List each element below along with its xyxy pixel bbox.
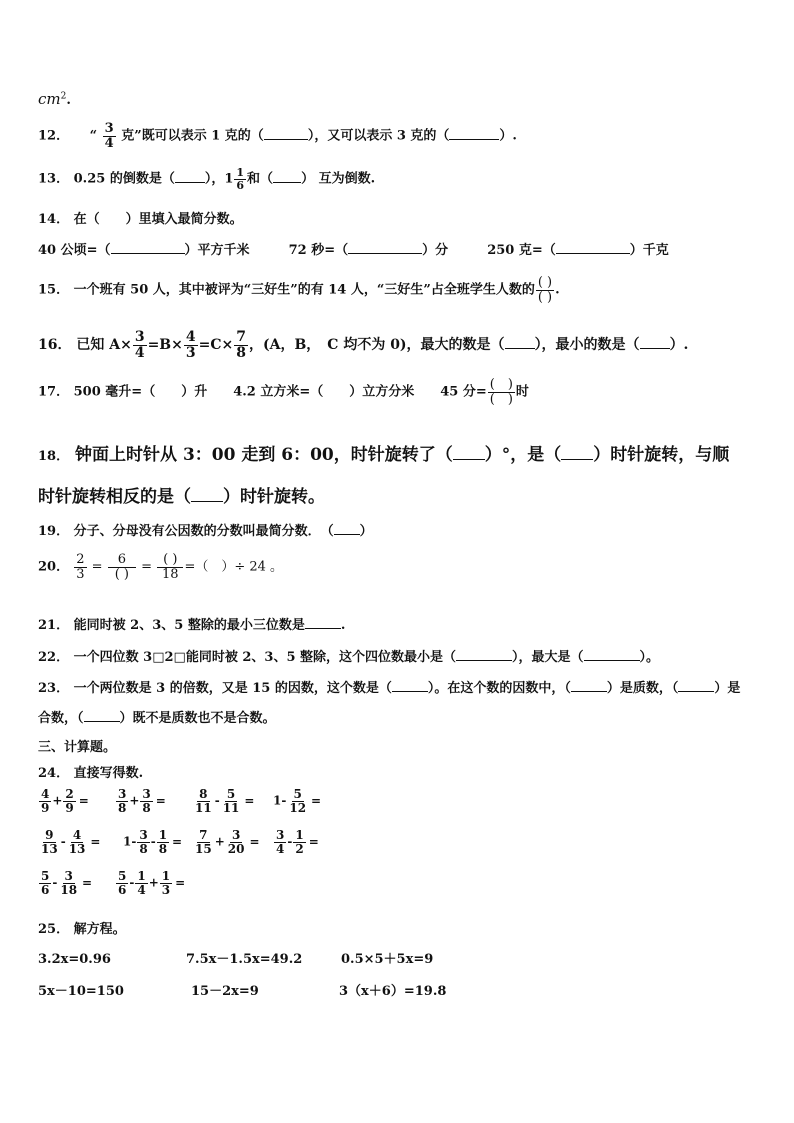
- text-tail: .: [555, 282, 560, 298]
- text-a: 0.25 的倒数是（: [73, 171, 175, 187]
- equals-sign: =: [90, 834, 101, 849]
- fraction: [157, 829, 169, 855]
- denominator: 3: [161, 882, 171, 897]
- fraction: [63, 788, 75, 814]
- numerator: 3: [134, 329, 145, 345]
- text-tail: 时: [515, 384, 529, 400]
- numerator: 1: [137, 869, 146, 883]
- number-dot: ．: [56, 171, 70, 187]
- question-number: 16: [38, 337, 58, 354]
- denominator: 18: [162, 566, 179, 582]
- question-text: 直接写得数.: [73, 766, 144, 781]
- question-text: 解方程。: [73, 922, 126, 937]
- fraction: [234, 330, 248, 360]
- question-number: 12: [38, 128, 57, 144]
- answer-blank[interactable]: [84, 721, 120, 722]
- answer-blank[interactable]: [678, 691, 714, 692]
- question-number: 19: [38, 524, 57, 539]
- equals-sign: =: [82, 875, 93, 890]
- numerator: 1: [161, 869, 171, 883]
- fraction: [226, 829, 247, 855]
- text-c: ）.: [499, 128, 517, 144]
- equation-row-1: [38, 948, 433, 967]
- answer-blank[interactable]: [640, 348, 670, 349]
- calc-expression: [273, 829, 327, 855]
- question-22: [38, 646, 659, 665]
- fraction: [67, 829, 88, 855]
- numerator: 7: [199, 828, 208, 842]
- denominator: ( ): [489, 391, 513, 407]
- denominator: 8: [142, 800, 151, 815]
- fraction: [293, 829, 305, 855]
- text-f: ）既不是质数也不是合数。: [119, 711, 276, 726]
- numerator: 4: [185, 329, 196, 345]
- number-dot: ．: [56, 650, 70, 665]
- fraction: [140, 788, 152, 814]
- text-tail: ）: [359, 524, 373, 539]
- answer-blank[interactable]: [456, 660, 512, 661]
- equals-sign: =: [78, 793, 89, 808]
- fraction: [193, 788, 214, 814]
- numerator: 4: [41, 787, 50, 801]
- text-a: 一个两位数是 3 的倍数，又是 15 的因数，这个数是（: [73, 681, 392, 696]
- item-1-text: 40 公顷=（: [38, 243, 111, 258]
- answer-blank[interactable]: [453, 459, 485, 460]
- answer-blank[interactable]: [305, 628, 341, 629]
- numerator: 7: [236, 329, 246, 345]
- text-e: ），最小的数是（: [534, 337, 640, 354]
- question-16: [38, 330, 688, 360]
- answer-blank[interactable]: [334, 534, 360, 535]
- question-number: 17: [38, 384, 57, 400]
- denominator: 4: [104, 135, 114, 151]
- fraction: [39, 788, 51, 814]
- question-14: [38, 208, 243, 227]
- text-b: ），最大是（: [512, 650, 584, 665]
- number-dot: ．: [56, 212, 70, 227]
- denominator: 6: [236, 178, 245, 192]
- question-number: 15: [38, 282, 57, 298]
- numerator: 3: [231, 828, 241, 842]
- fraction: [116, 870, 128, 896]
- answer-blank[interactable]: [561, 459, 593, 460]
- number-dot: ．: [56, 922, 70, 937]
- text-e: ）时针旋转。: [223, 487, 325, 507]
- text-a: 一个四位数 3□2□能同时被 2、3、5 整除，这个四位数最小是（: [73, 650, 457, 665]
- fraction: [58, 870, 79, 896]
- operator: 1-: [123, 834, 137, 849]
- text-tail: =（ ）÷ 24 。: [184, 559, 284, 575]
- denominator: ( ): [114, 566, 129, 582]
- numerator: ( ): [489, 377, 513, 392]
- numerator: 4: [72, 828, 82, 842]
- fraction: [488, 378, 515, 406]
- question-number: 14: [38, 212, 57, 227]
- denominator: 8: [158, 841, 168, 856]
- question-text: 500 毫升=（ ）升 4.2 立方米=（ ）立方分米 45 分=: [73, 384, 487, 400]
- denominator: 3: [76, 566, 85, 582]
- answer-blank[interactable]: [175, 182, 205, 183]
- text-b: ），又可以表示 3 克的（: [307, 128, 450, 144]
- equation-row-2: [38, 980, 446, 999]
- calc-expression: [38, 788, 97, 814]
- calc-expression: [115, 870, 193, 896]
- numerator: 1: [295, 828, 304, 842]
- question-number: 18: [38, 449, 57, 464]
- unit-tail: .: [66, 93, 71, 108]
- answer-blank[interactable]: [264, 139, 308, 140]
- fraction: [234, 167, 246, 191]
- number-dot: ．: [56, 618, 70, 633]
- fraction: [536, 276, 554, 304]
- question-25: [38, 918, 126, 937]
- text-c: ）时针旋转，与顺: [593, 445, 730, 465]
- answer-blank[interactable]: [571, 691, 607, 692]
- answer-blank[interactable]: [392, 691, 428, 692]
- denominator: 11: [195, 800, 212, 815]
- operator: +: [148, 875, 159, 890]
- number-dot: ．: [56, 524, 70, 539]
- number-dot: ．: [57, 337, 72, 354]
- number-dot: ．: [56, 282, 70, 298]
- operator: -: [52, 875, 58, 890]
- text-b: ），1: [204, 171, 234, 187]
- denominator: 12: [289, 800, 307, 815]
- item-3-text: 250 克=（: [487, 243, 556, 258]
- equals-sign: =: [308, 834, 319, 849]
- fraction: [184, 330, 198, 360]
- numerator: 1: [236, 166, 245, 179]
- operator: -: [150, 834, 156, 849]
- equals-sign: =: [244, 793, 255, 808]
- question-number: 24: [38, 766, 57, 781]
- numerator: 2: [65, 787, 74, 801]
- text-tail: .: [340, 618, 346, 633]
- question-18: [38, 440, 729, 465]
- text-a: 克”既可以表示 1 克的（: [121, 128, 264, 144]
- answer-blank[interactable]: [191, 501, 223, 502]
- equals-sign: =: [249, 834, 260, 849]
- denominator: 8: [236, 344, 246, 361]
- numerator: 5: [41, 869, 50, 883]
- answer-blank[interactable]: [111, 253, 185, 254]
- question-text: 能同时被 2、3、5 整除的最小三位数是: [73, 618, 305, 633]
- question-number: 22: [38, 650, 57, 665]
- question-21: [38, 614, 345, 633]
- calc-expression: [192, 829, 268, 855]
- equals-sign: =: [155, 793, 166, 808]
- question-17: [38, 378, 529, 406]
- operator: -: [214, 793, 220, 808]
- number-dot: ．: [56, 681, 70, 696]
- operator: -: [60, 834, 66, 849]
- calc-expression: [123, 829, 190, 855]
- fraction: [39, 829, 60, 855]
- item-2-unit: ）分: [422, 243, 449, 258]
- operator: -: [129, 875, 135, 890]
- answer-blank[interactable]: [505, 348, 535, 349]
- fraction: [160, 870, 172, 896]
- equation: 3.2x=0.96: [38, 952, 111, 967]
- question-18-cont: [38, 482, 325, 507]
- numerator: 5: [118, 869, 127, 883]
- numerator: 3: [142, 787, 151, 801]
- question-23: [38, 677, 740, 696]
- text-d: ，(A，B， C 均不为 0)，最大的数是（: [248, 337, 505, 354]
- numerator: 3: [276, 828, 285, 842]
- number-dot: ．: [56, 128, 70, 144]
- denominator: 2: [295, 841, 304, 856]
- question-number: 13: [38, 171, 57, 187]
- text-a: 已知 A×: [76, 337, 132, 354]
- question-text: 在（ ）里填入最简分数。: [73, 212, 243, 227]
- unit-text: cm: [38, 90, 61, 108]
- denominator: 4: [276, 841, 285, 856]
- numerator: 6: [108, 553, 136, 568]
- denominator: 4: [134, 344, 145, 361]
- answer-blank[interactable]: [348, 253, 422, 254]
- denominator: 13: [41, 841, 58, 856]
- text-b: ）°，是（: [484, 445, 562, 465]
- fraction: [135, 870, 147, 896]
- section-heading: 三、计算题。: [38, 740, 117, 755]
- fraction: [274, 829, 286, 855]
- denominator: 11: [222, 800, 240, 815]
- text-e: 合数，（: [38, 711, 84, 726]
- equation: 7.5x－1.5x=49.2: [186, 952, 303, 967]
- operator: 1-: [273, 793, 287, 808]
- denominator: 8: [139, 841, 148, 856]
- denominator: 4: [137, 882, 146, 897]
- numerator: ( ): [157, 553, 183, 568]
- denominator: 13: [68, 841, 86, 856]
- numerator: 3: [104, 121, 114, 136]
- answer-blank[interactable]: [556, 253, 630, 254]
- text-c: =C×: [198, 337, 234, 354]
- fraction: [221, 788, 242, 814]
- text-c: ）。: [639, 650, 660, 665]
- answer-blank[interactable]: [584, 660, 640, 661]
- question-14-items: [38, 239, 669, 258]
- text-d: ） 互为倒数.: [301, 171, 376, 187]
- fraction: [287, 788, 308, 814]
- equation: 3（x＋6）=19.8: [339, 984, 447, 999]
- fraction: [157, 553, 183, 581]
- equation: 0.5×5＋5x=9: [341, 952, 434, 967]
- text-c: ）是质数，（: [606, 681, 679, 696]
- answer-blank[interactable]: [273, 182, 301, 183]
- numerator: 9: [45, 828, 54, 842]
- equation: 15－2x=9: [191, 984, 259, 999]
- unit-sup: 2: [60, 91, 67, 102]
- question-text: 分子、分母没有公因数的分数叫最简分数． （: [73, 524, 334, 539]
- question-number: 20: [38, 559, 57, 575]
- operator: +: [214, 834, 225, 849]
- equals-sign: =: [311, 793, 322, 808]
- fraction: [74, 553, 86, 581]
- denominator: 9: [65, 800, 74, 815]
- question-24: [38, 762, 143, 781]
- denominator: 3: [185, 344, 196, 361]
- equation: 5x－10=150: [38, 984, 124, 999]
- operator: -: [287, 834, 293, 849]
- text-b: =B×: [147, 337, 183, 354]
- item-1-unit: ）平方千米: [184, 243, 250, 258]
- number-dot: ．: [56, 766, 70, 781]
- denominator: 6: [118, 882, 127, 897]
- number-dot: ．: [56, 384, 70, 400]
- denominator: ( ): [537, 289, 553, 305]
- calc-expression: [38, 829, 108, 855]
- fraction: [39, 870, 51, 896]
- open-quote: “: [89, 128, 98, 144]
- denominator: 9: [41, 800, 50, 815]
- text-b: ）。在这个数的因数中，（: [427, 681, 571, 696]
- equals-sign: =: [175, 875, 186, 890]
- text-d: ）是: [714, 681, 741, 696]
- question-19: [38, 520, 373, 539]
- fraction: [133, 330, 147, 360]
- text-f: ）.: [669, 337, 689, 354]
- answer-blank[interactable]: [449, 139, 499, 140]
- numerator: 5: [226, 787, 236, 801]
- numerator: ( ): [537, 275, 553, 290]
- question-number: 25: [38, 922, 57, 937]
- denominator: 18: [60, 882, 78, 897]
- calc-expression: [38, 870, 100, 896]
- numerator: 1: [158, 828, 168, 842]
- question-text: 一个班有 50 人，其中被评为“三好生”的有 14 人，“三好生”占全班学生人数的: [73, 282, 535, 298]
- question-12: [38, 122, 517, 150]
- calc-expression: [115, 788, 174, 814]
- fraction: [103, 122, 116, 150]
- numerator: 3: [118, 787, 127, 801]
- text-a: 钟面上时针从 3：00 走到 6：00，时针旋转了（: [75, 445, 453, 465]
- item-3-unit: ）千克: [629, 243, 669, 258]
- number-dot: ．: [56, 449, 70, 464]
- denominator: 6: [41, 882, 50, 897]
- denominator: 20: [227, 841, 245, 856]
- calc-expression: [273, 788, 329, 814]
- numerator: 2: [76, 552, 85, 567]
- number-dot: ．: [56, 559, 70, 575]
- text-c: 和（: [247, 171, 274, 187]
- question-20: 20． $\frac{2}{3}$ = $\frac{6}{( )}$ = $\frac{( )}{18}$ =（ ）÷ 24 。: [38, 552, 284, 582]
- question-15: [38, 276, 560, 304]
- numerator: 8: [199, 787, 208, 801]
- question-number: 21: [38, 618, 57, 633]
- question-number: 23: [38, 681, 57, 696]
- unit-line: [38, 90, 71, 108]
- numerator: 3: [139, 828, 148, 842]
- fraction: [116, 788, 128, 814]
- denominator: 8: [118, 800, 127, 815]
- question-13: [38, 167, 375, 191]
- fraction: [137, 829, 149, 855]
- text-d: 时针旋转相反的是（: [38, 487, 191, 507]
- denominator: 15: [195, 841, 212, 856]
- question-23-cont: [38, 707, 276, 726]
- operator: +: [129, 793, 140, 808]
- numerator: 5: [293, 787, 302, 801]
- calc-expression: [192, 788, 262, 814]
- fraction: [193, 829, 214, 855]
- fraction: [108, 553, 136, 581]
- numerator: 3: [64, 869, 73, 883]
- item-2-text: 72 秒=（: [288, 243, 349, 258]
- operator: +: [52, 793, 63, 808]
- equals-sign: =: [172, 834, 183, 849]
